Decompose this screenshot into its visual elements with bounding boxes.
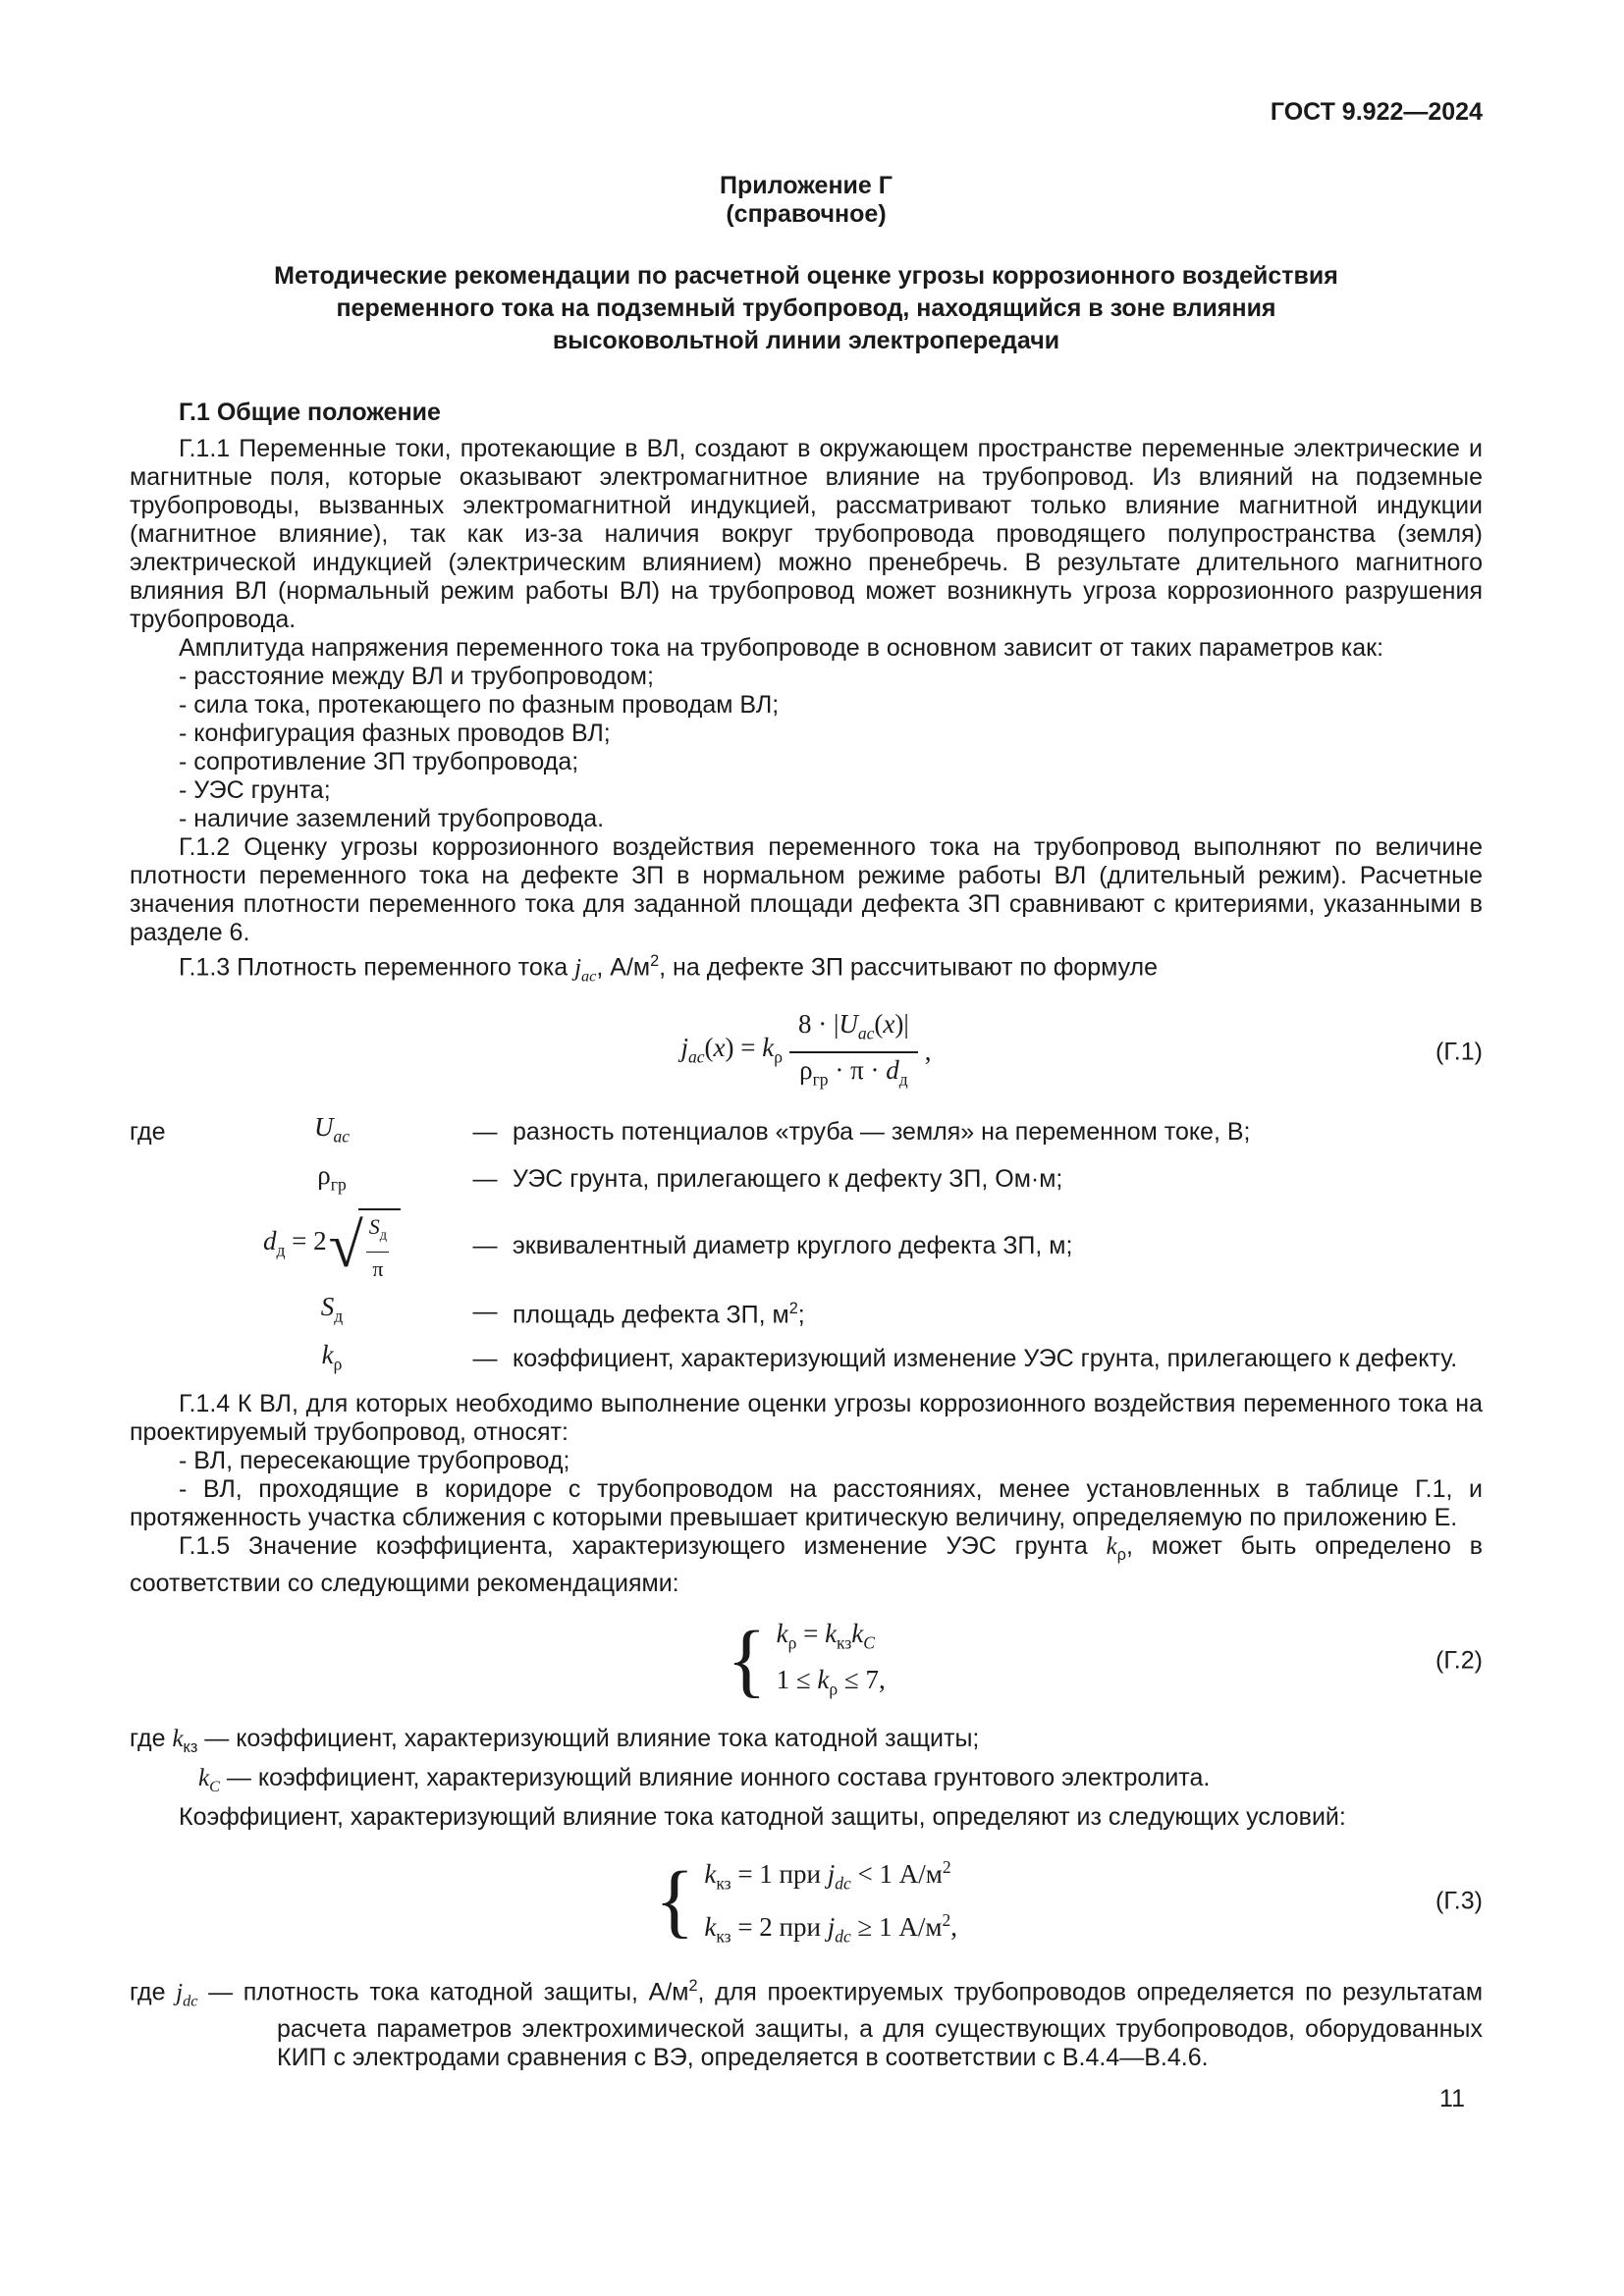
- formula-g2-line2: $1 \le k_\rho \le 7$,: [776, 1665, 886, 1699]
- formula-g2-lines: [777, 1618, 886, 1705]
- formula-g3-number: (Г.3): [1435, 1887, 1483, 1915]
- paragraph-g1-5: Г.1.5 Значение коэффициента, характеризующего изменение УЭС грунта $k_\rho$, может быть определено в соответствии со следующими рекомендациями:: [130, 1532, 1483, 1598]
- formula-g3: [130, 1851, 1483, 1952]
- formula-g2-center: [130, 1615, 1483, 1707]
- where-dash: —: [472, 1165, 498, 1194]
- formula-g1-center: [130, 1010, 1483, 1094]
- vl-list-item: - ВЛ, проходящие в коридоре с трубопроводом на расстояниях, менее установленных в таблице Г.1, и протяженность участка сближения с которыми превышает критическую величину, определяемую по приложению Е.: [130, 1475, 1483, 1532]
- formula-g1-number: (Г.1): [1435, 1038, 1483, 1066]
- paragraph-g1-4: Г.1.4 К ВЛ, для которых необходимо выполнение оценки угрозы коррозионного воздействия переменного тока на проектируемый трубопровод, относят:: [130, 1390, 1483, 1447]
- formula-g2-number: (Г.2): [1435, 1646, 1483, 1675]
- parameter-list-item: - конфигурация фазных проводов ВЛ;: [179, 720, 611, 747]
- fraction-denominator: $\rho_{гр} \cdot \pi \cdot d_д$: [789, 1051, 918, 1094]
- symbol-k-rho: $k_\rho$: [321, 1339, 343, 1374]
- section-heading: Г.1 Общие положение: [179, 399, 441, 426]
- formula-g2-system: [727, 1615, 886, 1707]
- paragraph-g1-1: Г.1.1 Переменные токи, протекающие в ВЛ, создают в окружающем пространстве переменные электрические и магнитные поля, которые оказывают электромагнитное влияние на трубопровод. Из влияний на подземные трубопроводы, вызванных электромагнитной индукцией, рассматривают только влияние магнитной индукции (магнитное влияние), так как из-за наличия вокруг трубопровода проводящего полупространства (земля) электрической индукцией (электрическим влиянием) можно пренебречь. В результате длительного магнитного влияния ВЛ (нормальный режим работы ВЛ) на трубопровод может возникнуть угроза коррозионного разрушения трубопровода.: [130, 435, 1483, 633]
- formula-g2: [130, 1615, 1483, 1707]
- fraction-numerator: $8 \cdot |U_{ac}(x)|$: [797, 1009, 909, 1043]
- paragraph-g1-3: Г.1.3 Плотность переменного тока $j_{ac}$, $А/м^2$, на дефекте ЗП рассчитывают по формуле: [179, 952, 1159, 986]
- vl-list-item: - ВЛ, пересекающие трубопровод;: [179, 1447, 570, 1475]
- symbol-u-ac: $U_{ac}$: [313, 1112, 351, 1147]
- system-brace: {: [655, 1855, 695, 1948]
- where-dash: —: [472, 1231, 498, 1259]
- radicand-denominator: π: [366, 1252, 389, 1283]
- paragraph-conditions: Коэффициент, характеризующий влияние тока катодной защиты, определяют из следующих условий:: [179, 1802, 1346, 1831]
- radicand: [358, 1208, 401, 1283]
- radicand-numerator: $S_д$: [368, 1213, 388, 1244]
- fraction: [788, 1010, 919, 1094]
- system-brace: {: [727, 1615, 767, 1707]
- d-expression-prefix: $d_д = 2$: [262, 1225, 327, 1260]
- symbol-rho-gr: $\rho_{гр}$: [317, 1159, 347, 1194]
- formula-g3-center: [130, 1851, 1483, 1952]
- formula-g1-expression: [680, 1010, 931, 1094]
- parameter-list-item: - наличие заземлений трубопровода.: [179, 805, 605, 832]
- formula-g3-line2: $k_{кз} = 2$ при $j_{dc} \ge 1$ $А/м^2$,: [704, 1910, 957, 1947]
- where-lead: где: [130, 1117, 166, 1146]
- where-description: коэффициент, характеризующий изменение УЭС грунта, прилегающего к дефекту.: [513, 1345, 1458, 1373]
- symbol-s-d: $S_д$: [320, 1292, 344, 1326]
- where-list-g1: [130, 1113, 1483, 1378]
- parameter-list-item: - сила тока, протекающего по фазным проводам ВЛ;: [179, 691, 780, 719]
- parameter-list-item: - УЭС грунта;: [179, 776, 331, 804]
- paragraph-g1-2: Г.1.2 Оценку угрозы коррозионного воздействия переменного тока на трубопровод выполняют по величине плотности переменного тока на дефекте ЗП в нормальном режиме работы ВЛ (длительный режим). Расчетные значения плотности переменного тока для заданной площади дефекта ЗП сравнивают с критериями, указанными в разделе 6.: [130, 833, 1483, 946]
- formula-g3-system: [655, 1851, 957, 1952]
- page-number: 11: [1439, 2085, 1465, 2112]
- paragraph-amplitude: Амплитуда напряжения переменного тока на трубопроводе в основном зависит от таких параметров как:: [179, 634, 1384, 662]
- appendix-label: Приложение Г: [720, 172, 893, 199]
- where-description: эквивалентный диаметр круглого дефекта ЗП, м;: [513, 1231, 1073, 1259]
- parameter-list-item: - сопротивление ЗП трубопровода;: [179, 748, 579, 775]
- page-content: [130, 98, 1483, 2072]
- where-description: разность потенциалов «труба — земля» на переменном токе, В;: [513, 1117, 1251, 1146]
- formula-g1-lhs: $j_{ac}(x) = k_\rho$: [680, 1032, 783, 1066]
- formula-g3-lines: [704, 1851, 957, 1952]
- where-dash: —: [472, 1297, 498, 1325]
- where-dash: —: [472, 1117, 498, 1146]
- formula-g1-comma: ,: [924, 1037, 932, 1067]
- symbol-d-equivalent: [206, 1208, 458, 1283]
- formula-g3-line1: $k_{кз} = 1$ при $j_{dc} < 1$ $А/м^2$: [704, 1856, 951, 1894]
- radicand-fraction: [363, 1212, 393, 1283]
- square-root: [329, 1208, 401, 1283]
- formula-g2-line1: $k_\rho = k_{кз}k_C$: [776, 1619, 875, 1653]
- where-kkz-line: где $k_{кз}$ — коэффициент, характеризующий влияние тока катодной защиты;: [130, 1724, 980, 1756]
- paragraph-where-jdc: где $j_{dc}$ — плотность тока катодной защиты, $А/м^2$, для проектируемых трубопроводов определяется по результатам расчета параметров электрохимической защиты, а для существующих трубопроводов, оборудованных КИП с электродами сравнения с ВЭ, определяется в соответствии с В.4.4—В.4.6.: [130, 1976, 1484, 2071]
- formula-g1: [130, 1010, 1483, 1094]
- doc-code-header: ГОСТ 9.922—2024: [1270, 98, 1483, 126]
- appendix-title: Методические рекомендации по расчетной оценке угрозы коррозионного воздействия переменного тока на подземный трубопровод, находящийся в зоне влияния высоковольтной линии электропередачи: [274, 262, 1338, 354]
- where-dash: —: [472, 1345, 498, 1373]
- radical-sign: √: [328, 1210, 363, 1281]
- appendix-kind: (справочное): [726, 200, 887, 228]
- where-description: УЭС грунта, прилегающего к дефекту ЗП, Ом·м;: [513, 1165, 1063, 1194]
- where-description: площадь дефекта ЗП, $м^2$;: [513, 1299, 805, 1329]
- where-kc-line: $k_C$ — коэффициент, характеризующий влияние ионного состава грунтового электролита.: [198, 1763, 1211, 1795]
- parameter-list-item: - расстояние между ВЛ и трубопроводом;: [179, 663, 654, 690]
